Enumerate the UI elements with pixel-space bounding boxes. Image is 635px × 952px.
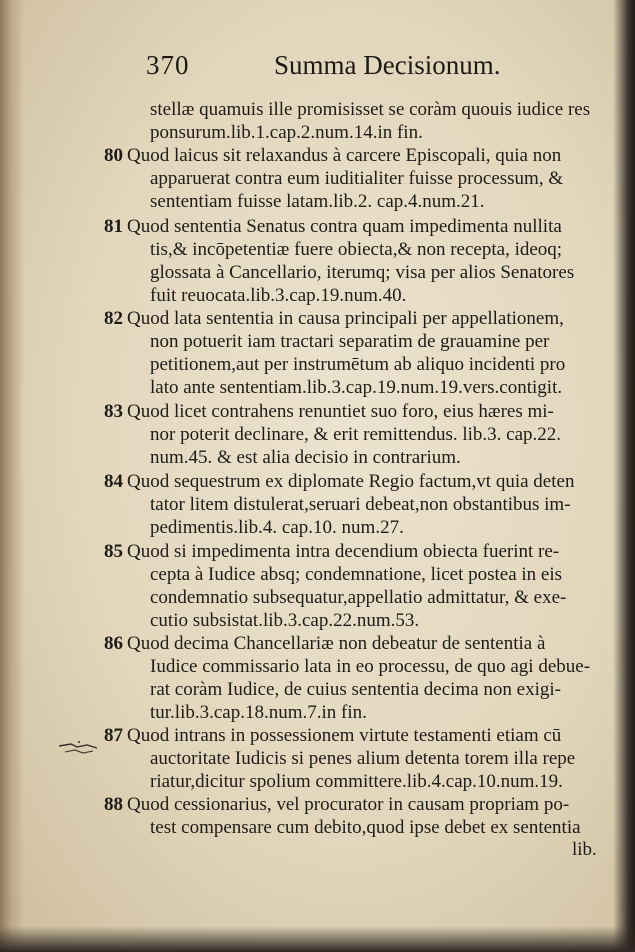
entry-number: 86: [104, 633, 123, 654]
page-gutter-shadow: [0, 0, 24, 952]
entry-number: 82: [104, 308, 123, 329]
entry-line: sententiam fuisse latam.lib.2. cap.4.num.21.: [150, 191, 485, 212]
entry-text: Quod cessionarius, vel procurator in causam propriam po-: [127, 794, 570, 815]
entry-line: num.45. & est alia decisio in contrarium.: [150, 447, 461, 468]
entry-text: Quod licet contrahens renuntiet suo foro, eius hæres mi-: [127, 401, 554, 422]
entry-line: riatur,dicitur spolium committere.lib.4.cap.10.num.19.: [150, 771, 563, 792]
ink-flourish-mark: [57, 738, 99, 760]
entry-first-line: [104, 724, 561, 747]
entry-line: condemnatio subsequatur,appellatio admittatur, & exe-: [150, 587, 567, 608]
entry-line: apparuerat contra eum iuditialiter fuisse processum, &: [150, 168, 564, 189]
running-title: Summa Decisionum.: [274, 50, 501, 80]
entry-text: Quod si impedimenta intra decendium obiecta fuerint re-: [127, 541, 560, 562]
entry-number: 87: [104, 725, 123, 746]
catchword: lib.: [572, 839, 597, 860]
entry-first-line: [104, 632, 545, 655]
entry-line: nor poterit declinare, & erit remittendus. lib.3. cap.22.: [150, 424, 562, 445]
entry-text: Quod intrans in possessionem virtute testamenti etiam cū: [127, 725, 562, 746]
entry-first-line: [104, 540, 559, 563]
continuation-line: ponsurum.lib.1.cap.2.num.14.in fin.: [150, 122, 423, 143]
entry-first-line: [104, 307, 564, 330]
entry-line: tis,& incōpetentiæ fuere obiecta,& non recepta, ideoq;: [150, 239, 563, 260]
page-number: 370: [146, 50, 190, 80]
entry-number: 80: [104, 145, 123, 166]
entry-line: cepta à Iudice absq; condemnatione, licet postea in eis: [150, 564, 563, 585]
entry-line: pedimentis.lib.4. cap.10. num.27.: [150, 517, 404, 538]
entry-line: petitionem,aut per instrumētum ab aliquo incidenti pro: [150, 354, 566, 375]
entry-line: fuit reuocata.lib.3.cap.19.num.40.: [150, 285, 407, 306]
entry-first-line: [104, 215, 562, 238]
continuation-line: stellæ quamuis ille promisisset se coràm quouis iudice res: [150, 99, 591, 120]
page-header: [146, 50, 595, 90]
entry-first-line: [104, 470, 574, 493]
entry-first-line: [104, 793, 569, 816]
entry-line: glossata à Cancellario, iterumq; visa per alios Senatores: [150, 262, 575, 283]
entry-line: lato ante sententiam.lib.3.cap.19.num.19.vers.contigit.: [150, 377, 563, 398]
entry-text: Quod decima Chancellariæ non debeatur de sententia à: [127, 633, 546, 654]
entry-text: Quod sequestrum ex diplomate Regio factum,vt quia deten: [127, 471, 575, 492]
entry-line: tur.lib.3.cap.18.num.7.in fin.: [150, 702, 367, 723]
entry-line: auctoritate Iudicis si penes alium detenta torem illa repe: [150, 748, 576, 769]
entry-text: Quod lata sententia in causa principali per appellationem,: [127, 308, 564, 329]
entry-number: 81: [104, 216, 123, 237]
entry-line: non potuerit iam tractari separatim de grauamine per: [150, 331, 550, 352]
entry-line: test compensare cum debito,quod ipse debet ex sententia: [150, 817, 581, 838]
page-bottom-shadow: [0, 926, 635, 952]
entry-line: cutio subsistat.lib.3.cap.22.num.53.: [150, 610, 420, 631]
entry-number: 83: [104, 401, 123, 422]
entry-first-line: [104, 144, 561, 167]
page-edge-shadow: [613, 0, 635, 952]
entry-line: Iudice commissario lata in eo processu, de quo agi debue-: [150, 656, 591, 677]
entry-text: Quod laicus sit relaxandus à carcere Episcopali, quia non: [127, 145, 562, 166]
entry-line: tator litem distulerat,seruari debeat,non obstantibus im-: [150, 494, 571, 515]
entry-number: 85: [104, 541, 123, 562]
entry-first-line: [104, 400, 554, 423]
entry-line: rat coràm Iudice, de cuius sententia decima non exigi-: [150, 679, 561, 700]
entry-number: 88: [104, 794, 123, 815]
entry-text: Quod sententia Senatus contra quam impedimenta nullita: [127, 216, 562, 237]
entry-number: 84: [104, 471, 123, 492]
